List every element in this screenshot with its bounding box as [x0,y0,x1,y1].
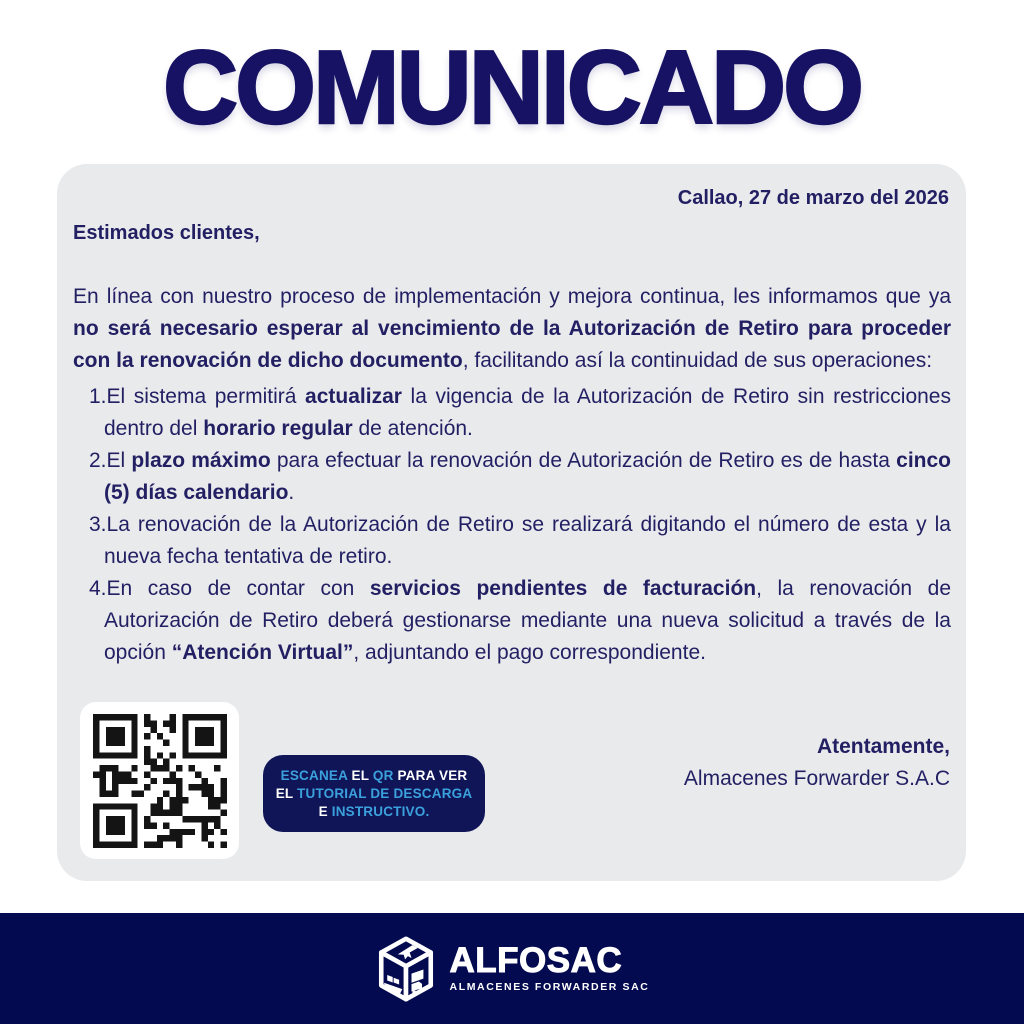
badge-line: EL TUTORIAL DE DESCARGA [275,786,473,801]
badge-line: E INSTRUCTIVO. [318,804,430,819]
truck-icon [419,987,423,991]
qr-code [80,702,239,859]
letter-greeting: Estimados clientes, [73,222,260,244]
signature [684,731,950,795]
footer-logo [449,941,650,993]
truck-icon [412,990,416,994]
list-item-text: La renovación de la Autorización de Retiro se realizará digitando el número de esta y la nueva fecha tentativa de retiro. [104,513,951,568]
list-item-text: En caso de contar con servicios pendientes de facturación, la renovación de Autorización de Retiro deberá gestionarse mediante una nueva solicitud a través de la opción “Atención Virtual”, adjuntando el pago correspondiente. [104,577,952,664]
footer-tagline: ALMACENES FORWARDER SAC [449,981,650,993]
letter-intro: En línea con nuestro proceso de implementación y mejora continua, les informamos que ya no será necesario esperar al vencimiento de la Autorización de Retiro para proceder con la renovación de dicho documento, facilitando así la continuidad de sus operaciones: [73,285,951,372]
list-item [89,381,951,445]
footer [0,913,1024,1024]
footer-brand: ALFOSAC [449,941,623,980]
signature-closing: Atentamente, [816,735,950,758]
list-item [89,573,951,669]
list-item-number: 3. [89,513,107,536]
qr-instruction-badge [263,755,485,832]
list-item-text: El sistema permitirá actualizar la vigencia de la Autorización de Retiro sin restricciones dentro del horario regular de atención. [104,385,951,440]
list-item [89,445,951,509]
list-item-text: El plazo máximo para efectuar la renovación de Autorización de Retiro es de hasta cinco (5) días calendario. [104,449,951,504]
list-item-number: 2. [89,449,107,472]
letter-date: Callao, 27 de marzo del 2026 [677,187,949,209]
letter-card [57,164,966,881]
badge-line: ESCANEA EL QR PARA VER [280,768,468,783]
list-item [89,509,951,573]
list-item-number: 4. [89,577,107,600]
signature-company: Almacenes Forwarder S.A.C [683,767,950,790]
page-title: COMUNICADO [163,30,861,146]
qr-pattern [93,714,227,848]
list-item-number: 1. [89,385,107,408]
logistics-cube-icon [375,936,437,1002]
letter-list [89,381,951,669]
